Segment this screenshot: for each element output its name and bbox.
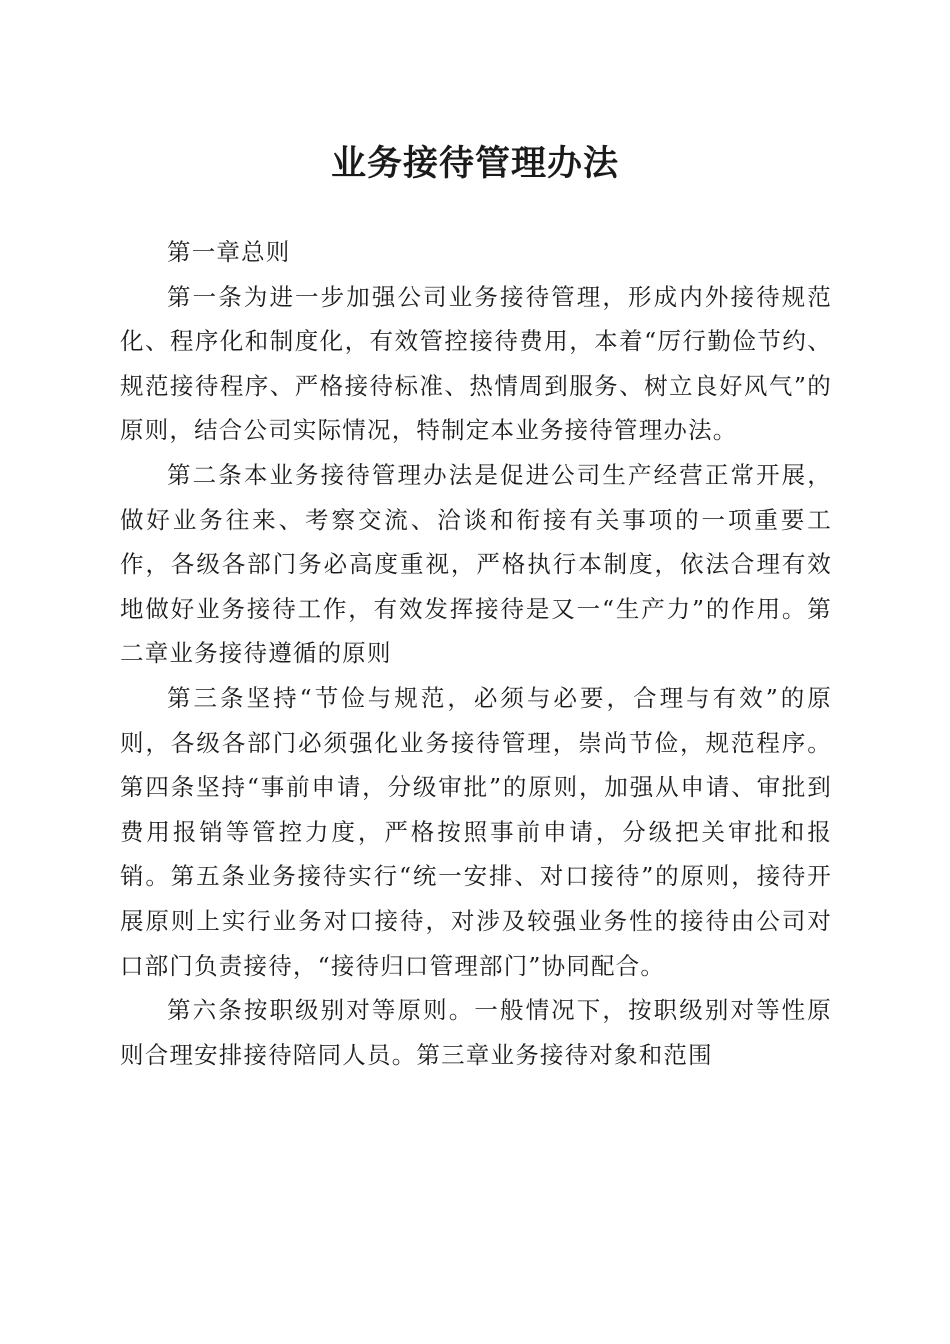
article-paragraph: 第六条按职级别对等原则。一般情况下，按职级别对等性原则合理安排接待陪同人员。第三章业务接待对象和范围	[120, 996, 832, 1069]
document-body	[120, 230, 832, 1077]
article-paragraph: 第一条为进一步加强公司业务接待管理，形成内外接待规范化、程序化和制度化，有效管控接待费用，本着“厉行勤俭节约、规范接待程序、严格接待标准、热情周到服务、树立良好风气”的原则，结合公司实际情况，特制定本业务接待管理办法。	[120, 282, 832, 445]
chapter-heading: 第一章总则	[167, 238, 291, 266]
article-paragraph: 第二条本业务接待管理办法是促进公司生产经营正常开展，做好业务往来、考察交流、洽谈和衔接有关事项的一项重要工作，各级各部门务必高度重视，严格执行本制度，依法合理有效地做好业务接待工作，有效发挥接待是又一“生产力”的作用。第二章业务接待遵循的原则	[120, 460, 832, 668]
article-paragraph: 第三条坚持“节俭与规范，必须与必要，合理与有效”的原则，各级各部门必须强化业务接待管理，崇尚节俭，规范程序。第四条坚持“事前申请，分级审批”的原则，加强从申请、审批到费用报销等管控力度，严格按照事前申请，分级把关审批和报销。第五条业务接待实行“统一安排、对口接待”的原则，接待开展原则上实行业务对口接待，对涉及较强业务性的接待由公司对口部门负责接待，“接待归口管理部门”协同配合。	[120, 683, 832, 980]
document-title: 业务接待管理办法	[330, 143, 619, 184]
